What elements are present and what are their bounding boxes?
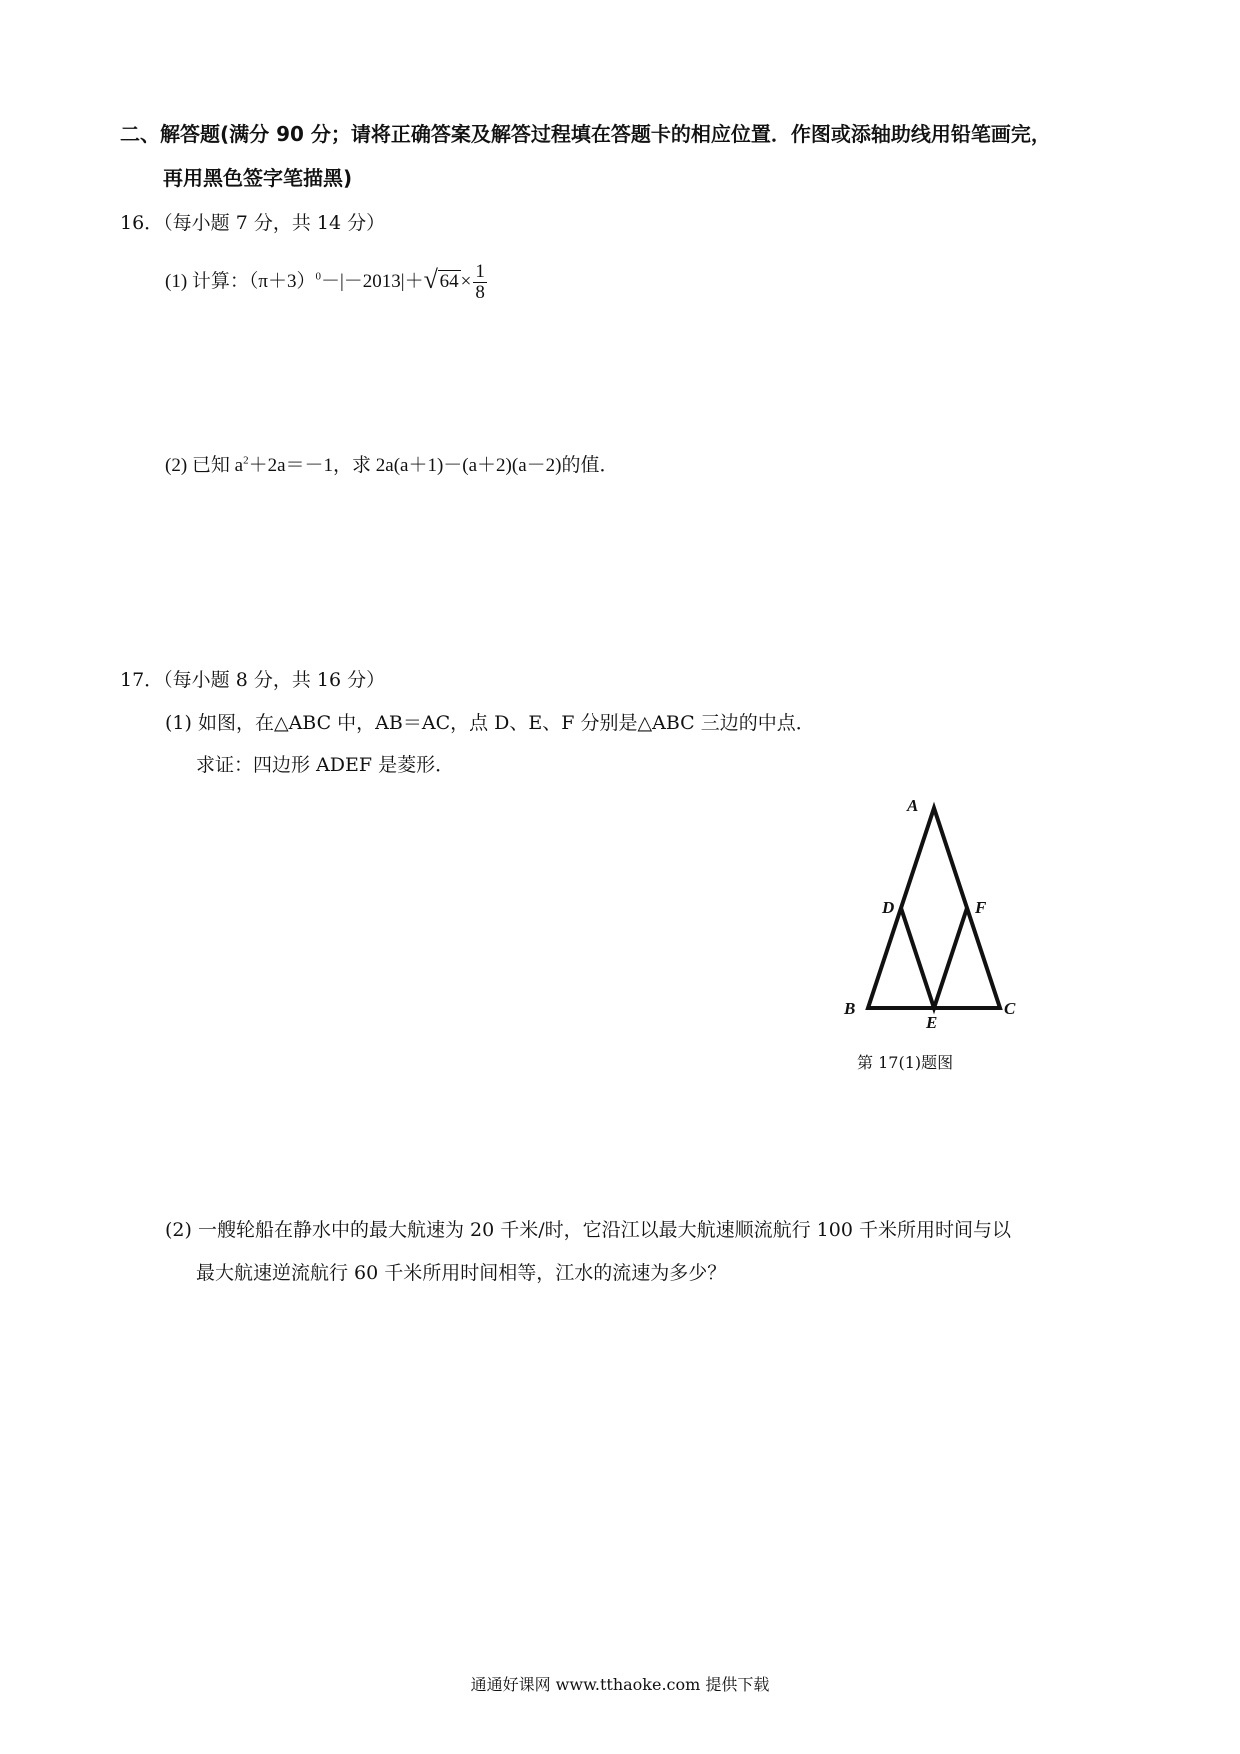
q16-part1-exponent: 0 — [315, 270, 321, 283]
fraction-numerator: 1 — [475, 261, 485, 282]
label-a: A — [907, 796, 919, 815]
q16-part1-expr-a: （π＋3） — [248, 270, 316, 292]
q16-part1-label: (1) 计算： — [165, 270, 249, 292]
q16-part2-text-b: ＋2a＝－1，求 2a(a＋1)－(a＋2)(a－2)的值． — [248, 455, 619, 476]
triangle-figure — [820, 795, 1040, 1045]
q17-part2-line1: (2) 一艘轮船在静水中的最大航速为 20 千米/时，它沿江以最大航速顺流航行 100 千米所用时间与以 — [165, 1219, 1011, 1241]
q16-part2-text-a: (2) 已知 a — [165, 455, 244, 476]
label-f: F — [975, 898, 987, 917]
label-c: C — [1004, 999, 1016, 1018]
figure-caption-text: 第 17(1)题图 — [857, 1053, 954, 1072]
q16-part1-expr-b: －|－2013|＋ — [321, 270, 424, 292]
label-d: D — [882, 898, 895, 917]
fraction-denominator: 8 — [475, 281, 485, 303]
sqrt-symbol: √ 64 — [423, 264, 459, 294]
section-title-continuation: 再用黑色签字笔描黑) — [163, 166, 353, 190]
q16-part2 — [165, 450, 618, 477]
q17-header: 17．（每小题 8 分，共 16 分） — [120, 669, 386, 691]
q16-part1-radicand: 64 — [439, 270, 459, 292]
q17-part1-line2: 求证：四边形 ADEF 是菱形． — [196, 754, 455, 776]
label-e: E — [926, 1013, 938, 1032]
q16-part1 — [165, 262, 487, 303]
q16-part1-fraction — [473, 262, 487, 303]
q16-part2-exponent: 2 — [243, 454, 249, 467]
footer: 通通好课网 www.tthaoke.com 提供下载 — [470, 1675, 770, 1694]
q17-part1-line1: (1) 如图，在△ABC 中，AB＝AC，点 D、E、F 分别是△ABC 三边的中点． — [165, 712, 815, 734]
midpoint-segments — [901, 908, 967, 1008]
q17-part2-line2: 最大航速逆流航行 60 千米所用时间相等，江水的流速为多少？ — [196, 1262, 727, 1284]
section-title: 二、解答题(满分 90 分；请将正确答案及解答过程填在答题卡的相应位置．作图或添轴助线用铅笔画完， — [120, 122, 1051, 146]
q16-header: 16．（每小题 7 分，共 14 分） — [120, 212, 386, 234]
q16-part1-times: × — [460, 270, 472, 292]
label-b: B — [844, 999, 856, 1018]
